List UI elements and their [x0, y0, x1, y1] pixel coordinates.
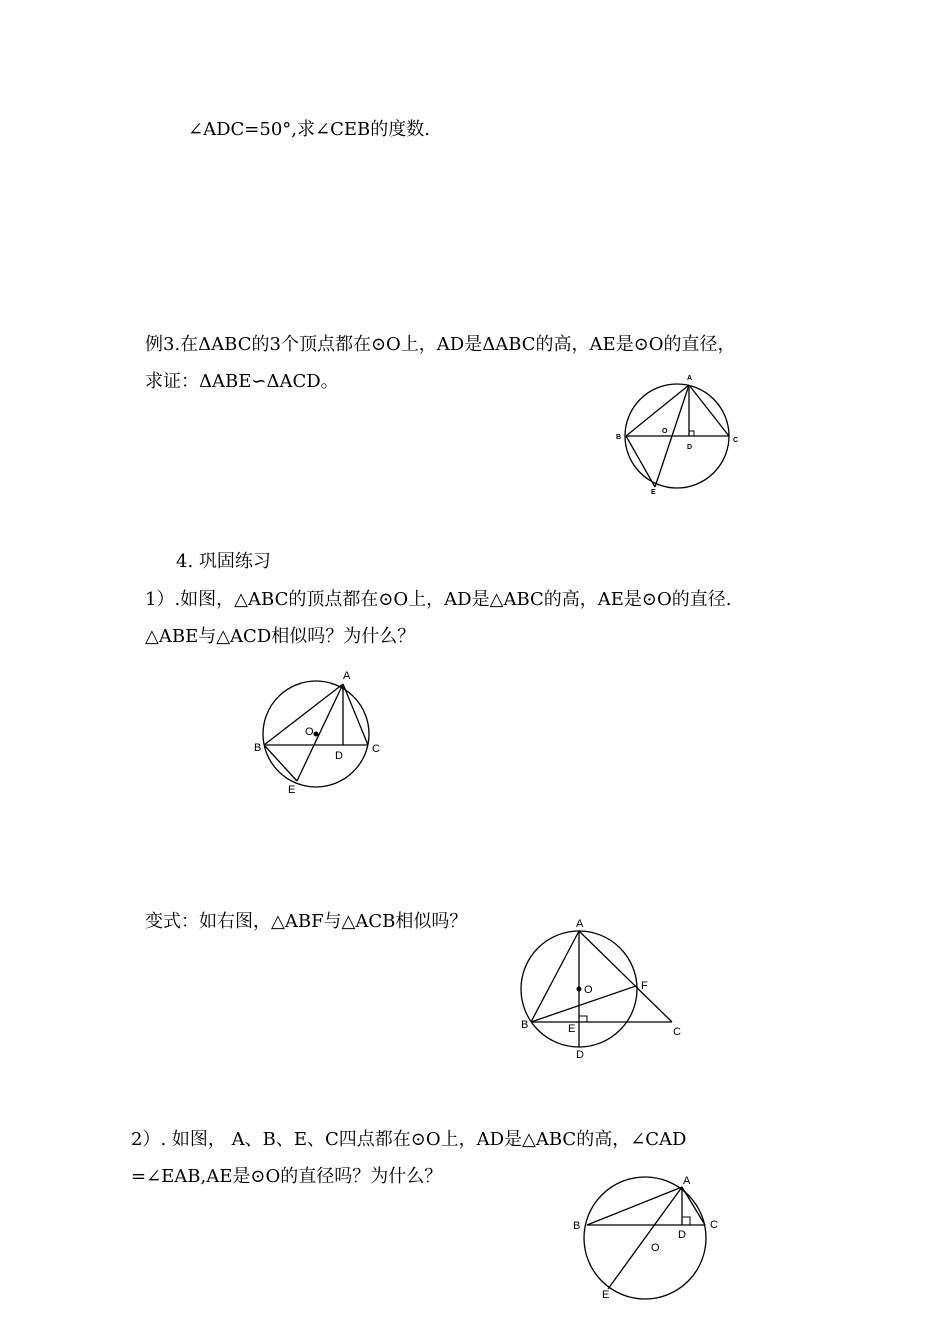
- segment-ac: [343, 684, 368, 745]
- segment-ab: [626, 385, 689, 436]
- problem-text-line: ∠ADC=50°,求∠CEB的度数.: [188, 119, 430, 140]
- example3-statement: 例3.在ΔABC的3个顶点都在⊙O上，AD是ΔABC的高，AE是⊙O的直径，: [145, 334, 736, 355]
- label-o: O: [305, 726, 314, 738]
- label-a: A: [343, 670, 351, 682]
- label-e: E: [288, 784, 296, 796]
- label-c: C: [372, 743, 380, 755]
- variant-figure: [510, 912, 690, 1062]
- label-d: D: [335, 750, 343, 762]
- label-d: D: [678, 1229, 686, 1241]
- right-angle-mark: [689, 431, 694, 436]
- practice-2-statement: 2）. 如图， A、B、E、C四点都在⊙O上，AD是△ABC的高，∠CAD: [131, 1129, 687, 1150]
- label-a: A: [683, 1175, 691, 1187]
- segment-ac: [579, 931, 672, 1022]
- right-angle-mark: [682, 1217, 690, 1225]
- label-b: B: [521, 1019, 529, 1031]
- label-a: A: [687, 375, 693, 382]
- section-4-heading: 4. 巩固练习: [176, 551, 271, 572]
- label-c: C: [710, 1219, 718, 1231]
- variant-question: 变式：如右图，△ABF与△ACB相似吗？: [145, 911, 468, 932]
- example3-figure: [600, 368, 750, 498]
- right-angle-mark: [579, 1016, 587, 1022]
- label-a: A: [576, 918, 584, 930]
- center-dot: [577, 987, 582, 992]
- label-d: D: [576, 1049, 584, 1061]
- label-b: B: [573, 1220, 581, 1232]
- label-b: B: [254, 742, 262, 754]
- segment-ab: [264, 684, 343, 745]
- segment-ac: [682, 1187, 705, 1225]
- label-d: D: [687, 444, 693, 451]
- label-f: F: [641, 980, 648, 992]
- segment-be: [626, 436, 655, 487]
- label-c: C: [733, 437, 739, 444]
- label-o: O: [584, 984, 593, 996]
- practice1-figure: [240, 660, 400, 805]
- center-dot: [314, 732, 319, 737]
- label-o: O: [662, 428, 668, 435]
- segment-be: [264, 745, 297, 781]
- label-e: E: [568, 1023, 576, 1035]
- practice2-figure: [565, 1170, 725, 1305]
- practice-1-statement: 1）.如图，△ABC的顶点都在⊙O上，AD是△ABC的高，AE是⊙O的直径.: [145, 589, 732, 610]
- label-b: B: [616, 434, 622, 441]
- label-e: E: [651, 489, 656, 496]
- practice-2-question: =∠EAB,AE是⊙O的直径吗？为什么？: [131, 1166, 443, 1187]
- example3-prove: 求证：ΔABE∽ΔACD。: [145, 371, 339, 392]
- label-o: O: [651, 1242, 660, 1254]
- practice-1-question: △ABE与△ACD相似吗？为什么？: [145, 626, 416, 647]
- segment-ae: [297, 684, 343, 781]
- label-c: C: [673, 1026, 681, 1038]
- label-e: E: [602, 1289, 610, 1301]
